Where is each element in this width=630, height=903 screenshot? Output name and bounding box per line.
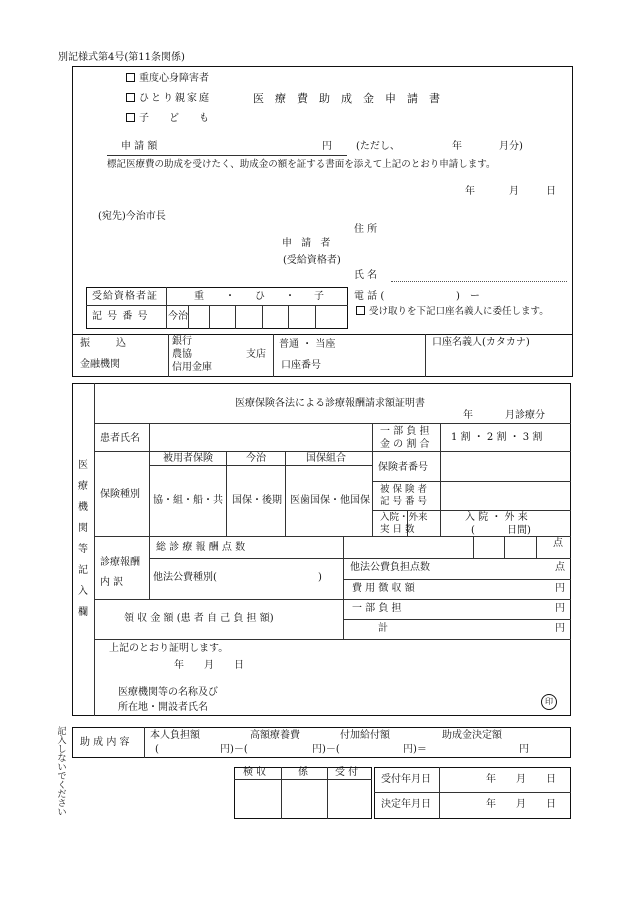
stamp-col-line bbox=[281, 767, 282, 819]
account-holder-label: 口座名義人(カタカナ) bbox=[432, 337, 530, 348]
amount-underline bbox=[107, 155, 347, 156]
other-public-points: 他法公費負担点数 bbox=[350, 562, 430, 573]
col-line bbox=[473, 536, 474, 558]
fee-collected-yen: 円 bbox=[555, 583, 565, 594]
insurance-header-union: 国保組合 bbox=[306, 453, 346, 464]
category-single-parent[interactable]: ひとり親家庭 bbox=[126, 93, 211, 104]
copay-yen: 円 bbox=[555, 603, 565, 614]
col-line bbox=[285, 451, 286, 536]
aid-col-line bbox=[144, 727, 145, 758]
imabari-label: 今治 bbox=[168, 311, 188, 322]
amount-label: 申 請 額 bbox=[121, 141, 158, 152]
stamp-header-line bbox=[234, 779, 372, 780]
certify-date: 年 月 日 bbox=[174, 660, 244, 671]
copay-ratio-label: 一 部 負 担 金 の 割 合 bbox=[380, 426, 430, 450]
received-date-label: 受付年月日 bbox=[381, 774, 431, 785]
checkbox-icon[interactable] bbox=[356, 306, 365, 315]
inout-label[interactable]: 入 院 ・ 外 来 bbox=[465, 512, 528, 523]
row-line bbox=[94, 599, 571, 600]
insurance-header-employee: 被用者保険 bbox=[163, 453, 213, 464]
tadashi-label: (ただし、 bbox=[356, 141, 400, 152]
insurance-type-label: 保険種別 bbox=[100, 489, 140, 500]
row-line bbox=[94, 451, 571, 452]
received-amount-label: 領 収 金 額 (患 者 自 己 負 担 額) bbox=[124, 613, 274, 624]
phone-close: ) ー bbox=[456, 291, 480, 302]
checkbox-icon[interactable] bbox=[126, 93, 135, 102]
bank-col-line bbox=[273, 334, 274, 377]
branch-label: 支店 bbox=[246, 349, 266, 360]
account-number-label: 口座番号 bbox=[281, 360, 321, 371]
col-line bbox=[343, 536, 344, 639]
checkbox-icon[interactable] bbox=[126, 113, 135, 122]
cert-label: 受給資格者証 bbox=[92, 291, 158, 302]
aid-formula-4: 円 bbox=[519, 744, 529, 755]
copay-ratio-values[interactable]: 1 割 ・ 2 割 ・ 3 割 bbox=[451, 432, 543, 443]
other-public-label: 他法公費種別( bbox=[153, 572, 217, 583]
dates-col-line bbox=[439, 767, 440, 819]
bank-type-bank: 銀行 bbox=[172, 336, 192, 347]
seal-icon: 印 bbox=[541, 694, 557, 710]
side-note-vertical: 記 入 し な い で く だ さ い bbox=[57, 727, 67, 818]
insurance-value-imabari[interactable]: 国保・後期 bbox=[232, 495, 282, 506]
bank-type-credit: 信用金庫 bbox=[172, 362, 212, 373]
row-line bbox=[94, 639, 571, 640]
cert-dot: ・ bbox=[285, 291, 295, 302]
insurer-number-label: 保険者番号 bbox=[378, 462, 428, 473]
decision-date-value[interactable]: 年 月 日 bbox=[486, 799, 556, 810]
total-yen: 円 bbox=[555, 623, 565, 634]
row-line bbox=[94, 536, 571, 537]
form-label: 別記様式第4号(第11条関係) bbox=[58, 52, 185, 63]
days-unit: 日間) bbox=[507, 525, 531, 536]
vertical-label-col bbox=[94, 383, 95, 716]
phone-label: 電 話 ( bbox=[354, 291, 385, 302]
days-paren-open: ( bbox=[471, 525, 475, 536]
digit-line bbox=[235, 305, 236, 329]
digit-line bbox=[288, 305, 289, 329]
institution-address-label: 所在地・開設者氏名 bbox=[118, 702, 208, 713]
col-line bbox=[372, 423, 373, 536]
institution-name-label: 医療機関等の名称及び bbox=[118, 687, 218, 698]
stamp-header-inspect: 検 収 bbox=[243, 767, 267, 778]
aid-formula-2: 円)－( bbox=[312, 744, 340, 755]
tadashi-year: 年 bbox=[452, 141, 462, 152]
recipient-paren: (受給資格者) bbox=[283, 255, 341, 266]
row-line bbox=[149, 465, 372, 466]
address-label: 住 所 bbox=[354, 224, 378, 235]
bank-type-agri: 農協 bbox=[172, 349, 192, 360]
digit-line bbox=[315, 305, 316, 329]
row-line bbox=[149, 558, 571, 559]
form-title: 医 療 費 助 成 金 申 請 書 bbox=[253, 92, 440, 105]
insurance-value-employee[interactable]: 協・組・船・共 bbox=[153, 495, 223, 506]
bank-col-line bbox=[168, 334, 169, 377]
col-line bbox=[226, 451, 227, 536]
certificate-title: 医療保険各法による診療報酬請求額証明書 bbox=[235, 398, 425, 409]
aid-header-high: 高額療養費 bbox=[250, 730, 300, 741]
col-line bbox=[440, 423, 441, 536]
col-line bbox=[536, 536, 537, 558]
aid-formula-3: 円)＝ bbox=[403, 744, 427, 755]
digit-line bbox=[209, 305, 210, 329]
col-line bbox=[504, 536, 505, 558]
category-severe-disability[interactable]: 重度心身障害者 bbox=[126, 73, 209, 84]
row-line bbox=[372, 510, 571, 511]
cert-dot: ・ bbox=[225, 291, 235, 302]
row-line bbox=[94, 423, 571, 424]
aid-header-self: 本人負担額 bbox=[150, 730, 200, 741]
cert-col-line bbox=[166, 287, 167, 329]
fee-breakdown-label: 診療報酬 内 訳 bbox=[100, 557, 140, 588]
patient-name-label: 患者氏名 bbox=[100, 433, 140, 444]
apply-year: 年 bbox=[465, 186, 475, 197]
vertical-section-label: 医 療 機 関 等 記 入 欄 bbox=[78, 460, 88, 618]
aid-formula-open: ( bbox=[155, 744, 159, 755]
applicant-label: 申 請 者 bbox=[282, 238, 334, 249]
transfer-label: 振 込 bbox=[80, 338, 128, 349]
col-line bbox=[149, 423, 150, 599]
bank-col-line bbox=[425, 334, 426, 377]
consult-month: 月診療分 bbox=[505, 410, 545, 421]
number-label: 記 号 番 号 bbox=[92, 311, 149, 322]
copay-label: 一 部 負 担 bbox=[352, 603, 402, 614]
insured-code-label: 被 保 険 者 記 号 番 号 bbox=[380, 484, 428, 507]
name-label: 氏 名 bbox=[354, 270, 378, 281]
institution-label: 金融機関 bbox=[80, 359, 120, 370]
stamp-col-line bbox=[327, 767, 328, 819]
apply-day: 日 bbox=[546, 186, 556, 197]
row-line bbox=[372, 481, 571, 482]
stamp-header-staff: 係 bbox=[298, 767, 308, 778]
apply-month: 月 bbox=[509, 186, 519, 197]
cert-type-child: 子 bbox=[314, 291, 324, 302]
delegate-option[interactable]: 受け取りを下記口座名義人に委任します。 bbox=[356, 306, 549, 317]
total-points-label: 総 診 療 報 酬 点 数 bbox=[156, 542, 246, 553]
consult-year: 年 bbox=[463, 410, 473, 421]
aid-content-label: 助 成 内 容 bbox=[80, 737, 130, 748]
account-type: 普通 ・ 当座 bbox=[279, 339, 336, 350]
other-points-unit: 点 bbox=[555, 562, 565, 573]
intro-text: 標記医療費の助成を受けたく、助成金の額を証する書面を添えて上記のとおり申請します。 bbox=[107, 159, 496, 170]
cert-type-hi: ひ bbox=[255, 291, 265, 302]
received-date-value[interactable]: 年 月 日 bbox=[486, 774, 556, 785]
decision-date-label: 決定年月日 bbox=[381, 799, 431, 810]
category-child[interactable]: 子 ど も bbox=[126, 113, 209, 124]
aid-header-decision: 助成金決定額 bbox=[442, 730, 502, 741]
amount-yen: 円 bbox=[322, 141, 332, 152]
digit-line bbox=[262, 305, 263, 329]
insurance-value-union[interactable]: 医歯国保・他国保 bbox=[290, 495, 370, 506]
total-label: 計 bbox=[378, 623, 388, 634]
row-line bbox=[343, 579, 571, 580]
other-public-close: ) bbox=[318, 572, 322, 583]
aid-formula-1: 円)－( bbox=[220, 744, 248, 755]
tadashi-month: 月分) bbox=[499, 141, 523, 152]
addressee: (宛先)今治市長 bbox=[98, 211, 166, 222]
fee-collected-label: 費 用 徴 収 額 bbox=[352, 583, 415, 594]
certify-text: 上記のとおり証明します。 bbox=[109, 643, 229, 654]
digit-line bbox=[188, 305, 189, 329]
bank-row-top bbox=[72, 334, 573, 335]
dates-divider bbox=[374, 792, 571, 793]
stamp-header-reception: 受 付 bbox=[335, 767, 359, 778]
name-field-line[interactable] bbox=[391, 281, 567, 282]
days-label: 入院・外来 実 日 数 bbox=[380, 512, 428, 535]
total-points-unit: 点 bbox=[553, 538, 563, 549]
aid-header-additional: 付加給付額 bbox=[340, 730, 390, 741]
insurance-header-imabari: 今治 bbox=[246, 453, 266, 464]
checkbox-icon[interactable] bbox=[126, 73, 135, 82]
cert-divider bbox=[86, 305, 348, 306]
cert-type-heavy: 重 bbox=[194, 291, 204, 302]
row-line bbox=[343, 619, 571, 620]
